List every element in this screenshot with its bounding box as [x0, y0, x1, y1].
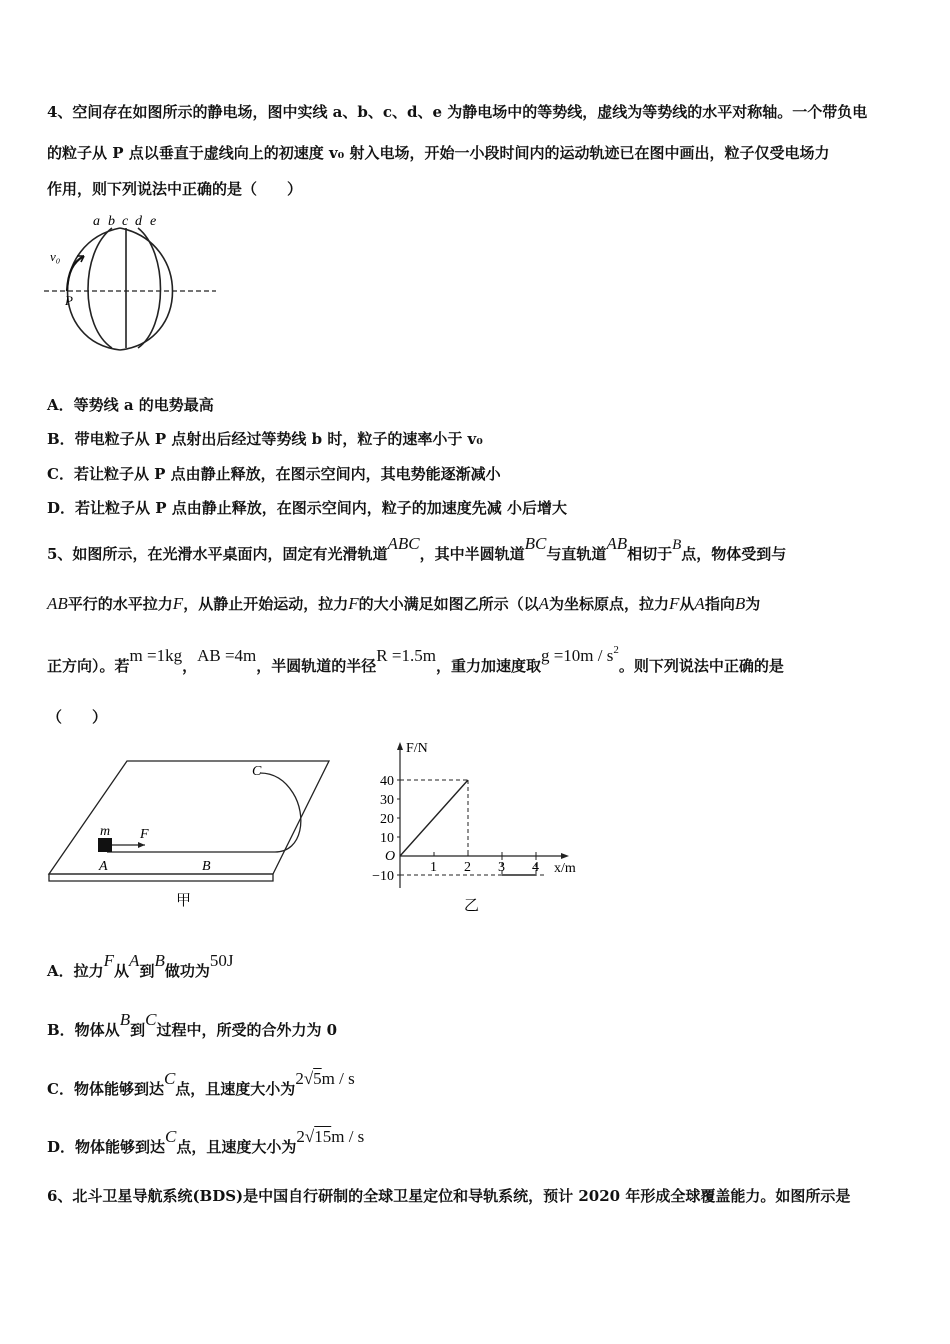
- q5-line-1: [47, 534, 787, 564]
- caption-yi: 乙: [464, 898, 480, 914]
- q5-figure-jia: [45, 755, 335, 915]
- math-value: 50J: [209, 951, 234, 970]
- equipotential-a: [68, 228, 121, 350]
- q5-option-b: [47, 1010, 338, 1040]
- math-ab: AB: [47, 594, 68, 613]
- label-m: m: [100, 824, 111, 839]
- math-b: B: [672, 537, 682, 553]
- x-axis-arrow-icon: [561, 853, 569, 859]
- q5-text: 从: [114, 962, 130, 980]
- math-c: C: [163, 1069, 176, 1088]
- q5-text: B．物体从: [47, 1021, 120, 1039]
- y-tick-label: 10: [380, 831, 394, 846]
- y-tick-label: 40: [380, 774, 394, 789]
- q5-text: 点，且速度大小为: [175, 1080, 296, 1098]
- math-coef: 2: [295, 1069, 304, 1088]
- q5-text: 平行的水平拉力: [67, 595, 173, 613]
- x-tick-label: 2: [464, 860, 471, 875]
- math-speed: 2√15m / s: [296, 1127, 365, 1146]
- label-p: P: [65, 293, 73, 308]
- q5-line-2: [47, 593, 760, 614]
- q5-text: 为坐标原点，拉力: [549, 595, 670, 613]
- q5-option-a: [47, 951, 234, 981]
- q5-text: ，重力加速度取: [435, 657, 541, 675]
- track-abc: [107, 773, 301, 852]
- label-e: e: [150, 214, 157, 229]
- table-top: [49, 761, 329, 874]
- origin-label: O: [385, 849, 396, 864]
- q5-text: 到: [139, 962, 155, 980]
- q5-text: 相切于: [627, 545, 673, 563]
- q5-line-3: [47, 644, 784, 676]
- math-c: C: [145, 1010, 157, 1029]
- math-bc: BC: [524, 534, 547, 553]
- math-b: B: [734, 594, 746, 613]
- math-m-eq: m =1kg: [129, 646, 183, 665]
- q5-text: 到: [130, 1021, 146, 1039]
- math-c: C: [165, 1127, 177, 1146]
- math-radicand: 15: [314, 1127, 332, 1146]
- equipotential-b: [88, 228, 112, 348]
- q5-text: ，其中半圆轨道: [419, 545, 525, 563]
- q5-text: ，从静止开始运动，拉力: [183, 595, 349, 613]
- q5-text: 点，且速度大小为: [176, 1138, 297, 1156]
- q4-option-b: B．带电粒子从 P 点射出后经过等势线 b 时，粒子的速率小于 v₀: [47, 430, 483, 448]
- math-speed: 2√5m / s: [295, 1069, 355, 1088]
- table-edge: [49, 874, 273, 881]
- q5-text: D．物体能够到达: [47, 1138, 166, 1156]
- math-ab: AB: [606, 534, 628, 553]
- label-c: c: [122, 214, 129, 229]
- y-axis-arrow-icon: [397, 742, 403, 750]
- block-m: [98, 838, 112, 852]
- math-r-eq: R =1.5m: [376, 646, 436, 665]
- x-axis-label: x/m: [554, 861, 576, 876]
- equipotential-d: [138, 228, 161, 348]
- label-b: B: [202, 859, 211, 874]
- q5-text: 为: [745, 595, 761, 613]
- math-b: B: [154, 951, 165, 970]
- q4-option-d: D．若让粒子从 P 点由静止释放，在图示空间内，粒子的加速度先减 小后增大: [47, 499, 567, 517]
- q5-text: 点，物体受到与: [681, 545, 787, 563]
- q5-text: C．物体能够到达: [47, 1080, 164, 1098]
- math-a: A: [538, 594, 549, 613]
- label-c: C: [252, 764, 262, 779]
- x-tick-label: 3: [498, 860, 505, 875]
- q5-text: 做功为: [164, 962, 210, 980]
- math-a: A: [129, 951, 140, 970]
- label-b: b: [108, 214, 115, 229]
- q5-figure-yi-chart: [360, 738, 590, 918]
- series-line-1: [400, 780, 468, 856]
- math-unit: m / s: [331, 1127, 365, 1146]
- q5-text: 从: [679, 595, 695, 613]
- q5-option-d: [47, 1127, 365, 1157]
- q5-text: 正方向）。若: [47, 657, 130, 675]
- label-a: A: [99, 859, 108, 874]
- q5-text: 与直轨道: [546, 545, 607, 563]
- q4-line-3: 作用，则下列说法中正确的是（ ）: [47, 180, 303, 198]
- q5-option-c: [47, 1069, 355, 1099]
- y-tick-label: 20: [380, 812, 394, 827]
- label-a: a: [93, 214, 100, 229]
- q4-line-2: 的粒子从 P 点以垂直于虚线向上的初速度 v₀ 射入电场，开始一小段时间内的运动轨迹已在图中画出，粒子仅受电场力: [47, 144, 830, 162]
- equipotential-e: [120, 228, 173, 350]
- force-arrow-icon: [138, 842, 145, 848]
- q5-text: ，半圆轨道的半径: [256, 657, 377, 675]
- x-tick-label: 4: [532, 860, 539, 875]
- q5-text: 的大小满足如图乙所示（以: [358, 595, 539, 613]
- q4-figure-equipotential: [40, 212, 230, 357]
- math-abc: ABC: [387, 534, 420, 553]
- q6-line-1: 6、北斗卫星导航系统(BDS)是中国自行研制的全球卫星定位和导轨系统，预计 2020 年形成全球覆盖能力。如图所示是: [47, 1187, 851, 1205]
- math-radicand: 5: [313, 1069, 322, 1088]
- math-f: F: [669, 594, 680, 613]
- math-f: F: [103, 951, 115, 970]
- q5-text: A．拉力: [47, 962, 104, 980]
- q5-paren: （ ）: [47, 708, 108, 726]
- y-tick-label: 30: [380, 793, 394, 808]
- y-axis-label: F/N: [406, 741, 428, 756]
- math-b: B: [119, 1010, 131, 1029]
- q4-option-a: A．等势线 a 的电势最高: [47, 396, 214, 414]
- label-f: F: [140, 827, 149, 842]
- math-unit: m / s: [321, 1069, 355, 1088]
- label-d: d: [135, 214, 142, 229]
- y-tick-label: −10: [372, 869, 394, 884]
- q5-text: ，: [182, 657, 198, 675]
- q5-text: 。则下列说法中正确的是: [618, 657, 784, 675]
- q5-text: 指向: [704, 595, 735, 613]
- q4-line-1: 4、空间存在如图所示的静电场，图中实线 a、b、c、d、e 为静电场中的等势线，虚线为等势线的水平对称轴。一个带负电: [47, 103, 868, 121]
- math-g-eq: g =10m / s: [540, 646, 614, 665]
- label-v0: v₀: [50, 249, 61, 264]
- x-tick-label: 1: [430, 860, 437, 875]
- caption-jia: 甲: [176, 893, 192, 909]
- q4-option-c: C．若让粒子从 P 点由静止释放，在图示空间内，其电势能逐渐减小: [47, 465, 501, 483]
- math-a: A: [694, 594, 705, 613]
- math-ab-eq: AB =4m: [197, 646, 257, 665]
- math-g-exp: 2: [613, 644, 619, 656]
- math-coef: 2: [296, 1127, 305, 1146]
- q5-text: 过程中，所受的合外力为 0: [156, 1021, 338, 1039]
- math-f: F: [172, 594, 184, 613]
- q5-text: 5、如图所示，在光滑水平桌面内，固定有光滑轨道: [47, 545, 388, 563]
- math-f: F: [348, 594, 359, 613]
